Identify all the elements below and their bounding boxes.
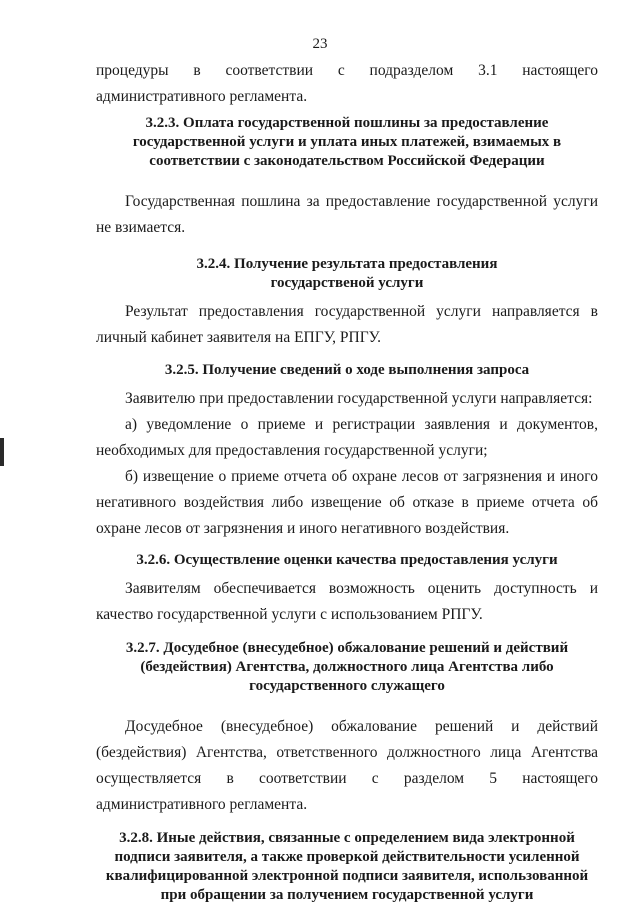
paragraph-result: Результат предоставления государственной услуги направляется в личный кабинет заявителя на ЕПГУ, РПГУ.: [96, 303, 598, 346]
paragraph-item-a: а) уведомление о приеме и регистрации заявления и документов, необходимых для предоставления государственной услуги;: [96, 416, 598, 459]
heading-3-2-4: 3.2.4. Получение результата предоставления государственой услуги: [196, 256, 498, 291]
paragraph-applicant: Заявителю при предоставлении государственной услуги направляется:: [125, 390, 593, 407]
heading-3-2-7: 3.2.7. Досудебное (внесудебное) обжалование решений и действий (бездействия) Агентства, должностного лица Агентства либо государственного служащего: [125, 640, 569, 694]
heading-3-2-3: 3.2.3. Оплата государственной пошлины за предоставление государственной услуги и уплата иных платежей, взимаемых в соответствии с законодательством Российской Федерации: [132, 115, 562, 169]
document-body: [96, 58, 598, 905]
paragraph-quality: Заявителям обеспечивается возможность оценить доступность и качество государственной услуги с использованием РПГУ.: [96, 580, 598, 623]
paragraph-appeal: Досудебное (внесудебное) обжалование решений и действий (бездействия) Агентства, ответственного должностного лица Агентства осуществляется в соответствии с разделом 5 настоящего административного регламента.: [96, 718, 598, 813]
heading-3-2-6: 3.2.6. Осуществление оценки качества предоставления услуги: [136, 552, 558, 568]
paragraph-intro: процедуры в соответствии с подразделом 3.1 настоящего административного регламента.: [96, 62, 598, 105]
paragraph-item-b: б) извещение о приеме отчета об охране лесов от загрязнения и иного негативного воздействия либо извещение об отказе в приеме отчета об охране лесов от загрязнения и иного негативного воздействия.: [96, 468, 598, 537]
heading-3-2-8: 3.2.8. Иные действия, связанные с определением вида электронной подписи заявителя, а также проверкой действительности усиленной квалифицированной электронной подписи заявителя, использованной при обращении за получением государственной услуги: [105, 830, 589, 903]
scan-edge-mark: [0, 438, 4, 466]
page-number: 23: [312, 36, 328, 52]
paragraph-fee: Государственная пошлина за предоставление государственной услуги не взимается.: [96, 193, 598, 236]
heading-3-2-5: 3.2.5. Получение сведений о ходе выполнения запроса: [164, 362, 530, 378]
